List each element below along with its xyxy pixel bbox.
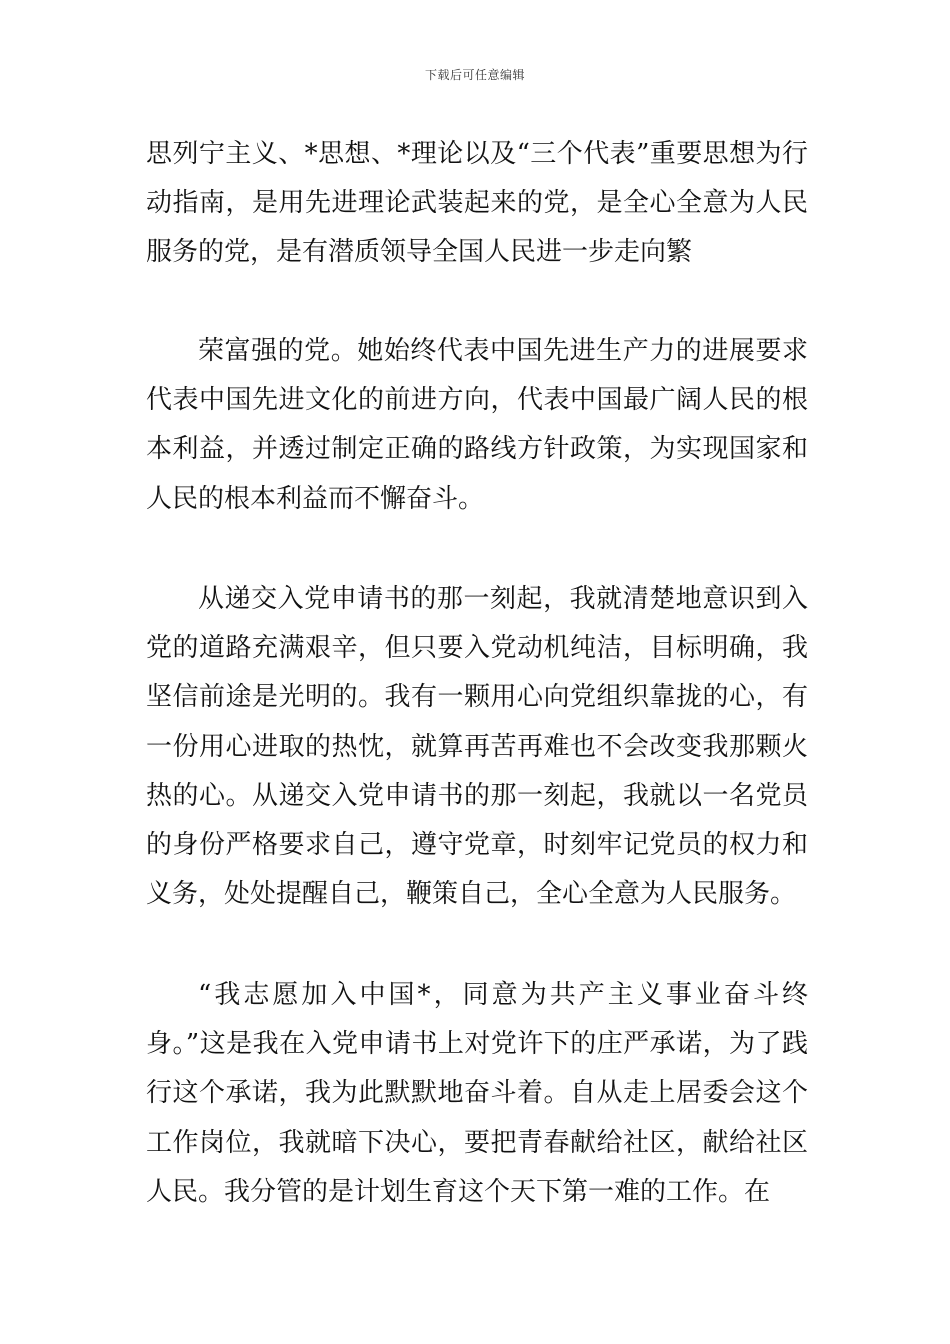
- paragraph-3: 从递交入党申请书的那一刻起，我就清楚地意识到入党的道路充满艰辛，但只要入党动机纯洁，目标明确，我坚信前途是光明的。我有一颗用心向党组织靠拢的心，有一份用心进取的热忱，就算再苦再难也不会改变我那颗火热的心。从递交入党申请书的那一刻起，我就以一名党员的身份严格要求自己，遵守党章，时刻牢记党员的权力和义务，处处提醒自己，鞭策自己，全心全意为人民服务。: [146, 584, 808, 910]
- paragraph-4: “我志愿加入中国*，同意为共产主义事业奋斗终身。”这是我在入党申请书上对党许下的庄严承诺，为了践行这个承诺，我为此默默地奋斗着。自从走上居委会这个工作岗位，我就暗下决心，要把青春献给社区，献给社区人民。我分管的是计划生育这个天下第一难的工作。在: [146, 980, 808, 1207]
- paragraph-1: 思列宁主义、*思想、*理论以及“三个代表”重要思想为行动指南，是用先进理论武装起来的党，是全心全意为人民服务的党，是有潜质领导全国人民进一步走向繁: [146, 139, 808, 268]
- page-header: 下载后可任意编辑: [424, 68, 525, 82]
- paragraph-2: 荣富强的党。她始终代表中国先进生产力的进展要求代表中国先进文化的前进方向，代表中国最广阔人民的根本利益，并透过制定正确的路线方针政策，为实现国家和人民的根本利益而不懈奋斗。: [146, 336, 808, 514]
